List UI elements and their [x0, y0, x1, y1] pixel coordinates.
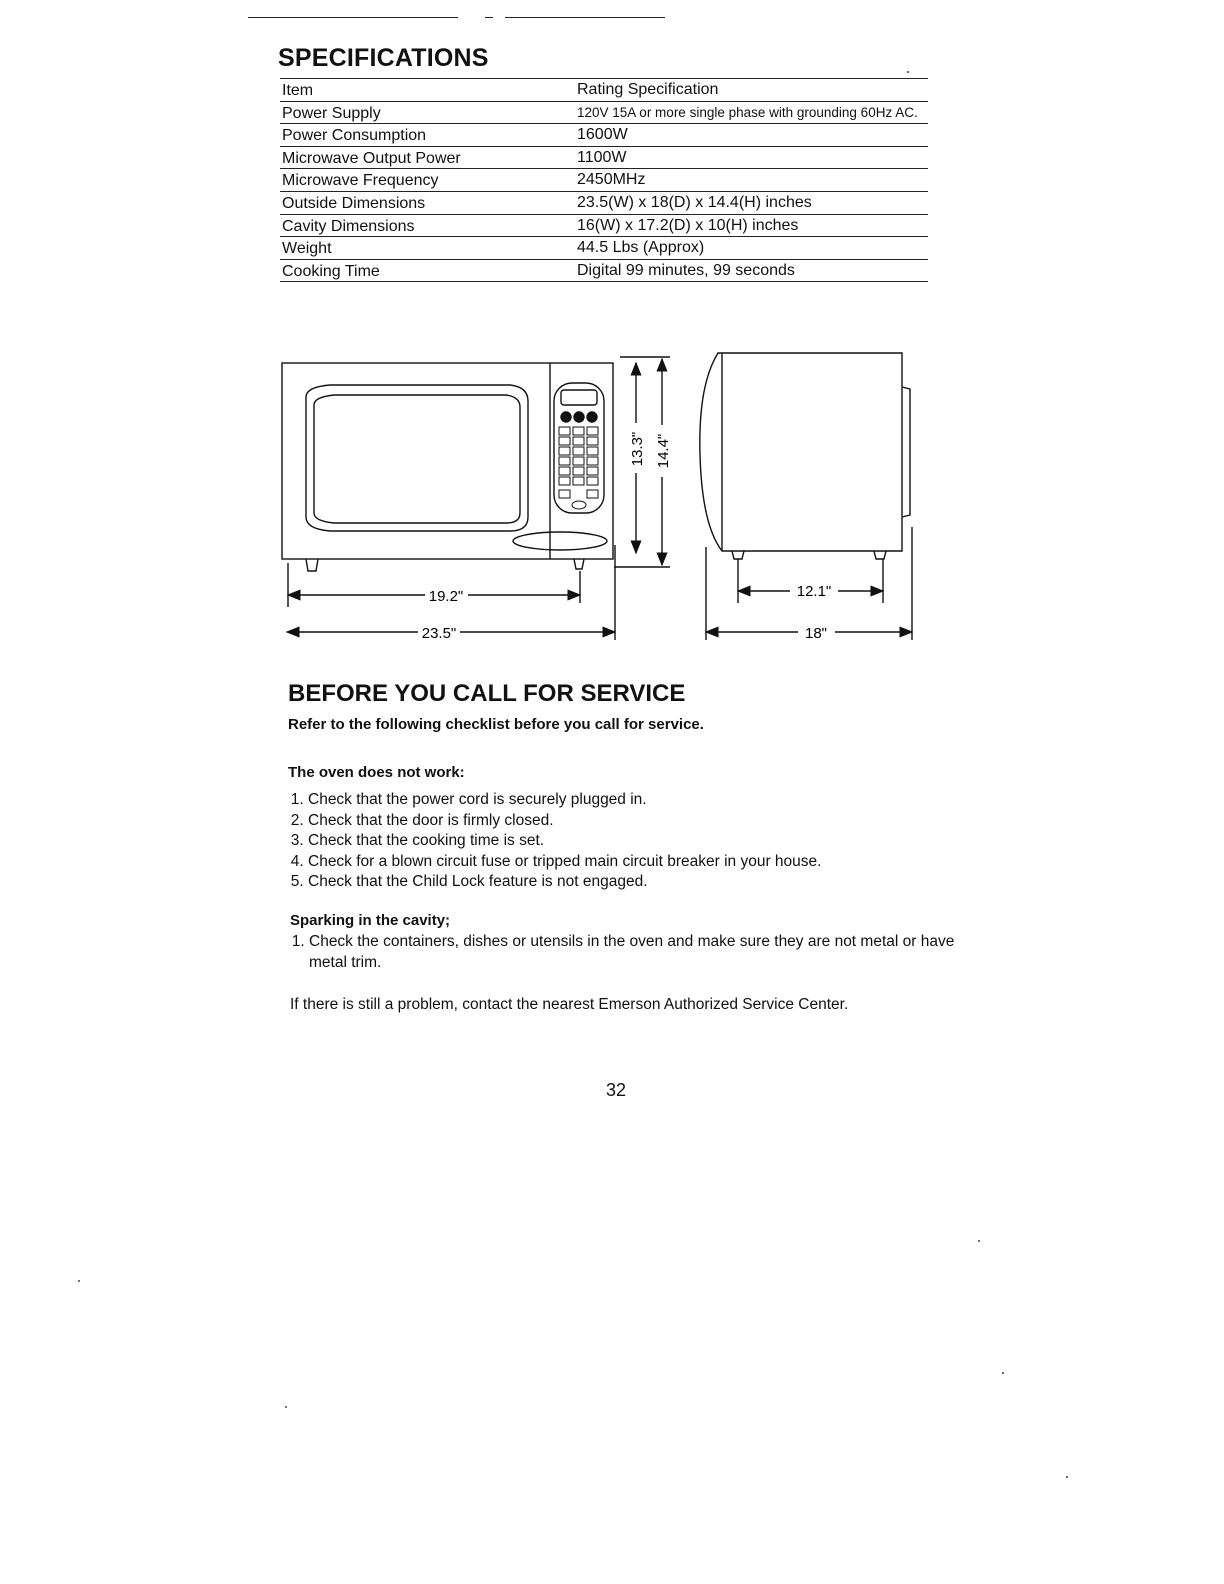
column-header-rating: Rating Specification — [577, 81, 719, 98]
spec-item: Power Consumption — [282, 127, 427, 145]
spec-value: 1100W — [577, 148, 627, 166]
spec-item: Weight — [282, 240, 332, 258]
column-header-item: Item — [282, 82, 314, 99]
sparking-list — [289, 932, 989, 973]
top-rule — [248, 17, 458, 18]
top-rule — [505, 17, 665, 18]
table-row — [280, 147, 928, 170]
total-height-label: 14.4" — [655, 433, 672, 469]
service-intro: Refer to the following checklist before you call for service. — [288, 716, 704, 733]
spec-item: Microwave Frequency — [282, 172, 439, 190]
list-item: 4. Check for a blown circuit fuse or tripped main circuit breaker in your house. — [308, 852, 948, 873]
front-view — [282, 363, 613, 571]
list-item: 2. Check that the door is firmly closed. — [308, 811, 948, 832]
table-row — [280, 237, 928, 260]
list-item: 1. Check the containers, dishes or utensils in the oven and make sure they are not metal or have metal trim. — [309, 932, 989, 973]
table-row — [280, 102, 928, 125]
sparking-heading: Sparking in the cavity; — [290, 912, 451, 929]
scan-speck — [285, 1406, 287, 1408]
front-inner-width-label: 19.2" — [428, 588, 464, 605]
table-row — [280, 169, 928, 192]
cavity-height-label: 13.3" — [629, 431, 646, 467]
side-inner-depth-label: 12.1" — [796, 583, 832, 600]
list-item: 1. Check that the power cord is securely plugged in. — [308, 790, 948, 811]
list-item: 3. Check that the cooking time is set. — [308, 831, 948, 852]
spec-item: Cavity Dimensions — [282, 217, 415, 235]
table-header-row — [280, 78, 928, 102]
side-total-depth-label: 18" — [804, 625, 828, 642]
oven-not-work-list — [288, 790, 948, 893]
spec-value: 2450MHz — [577, 171, 646, 189]
spec-value: 16(W) x 17.2(D) x 10(H) inches — [577, 216, 799, 234]
spec-value: 120V 15A or more single phase with grounding 60Hz AC. — [577, 104, 918, 120]
spec-value: 1600W — [577, 126, 628, 144]
list-item: 5. Check that the Child Lock feature is not engaged. — [308, 872, 948, 893]
scan-speck — [978, 1240, 980, 1242]
scan-speck — [78, 1280, 80, 1282]
microwave-dimension-diagram — [270, 345, 930, 650]
specifications-title: SPECIFICATIONS — [278, 44, 489, 72]
service-title: BEFORE YOU CALL FOR SERVICE — [288, 680, 686, 707]
specifications-table — [280, 78, 928, 282]
top-rule — [485, 17, 493, 18]
scan-speck — [907, 71, 909, 73]
table-row — [280, 215, 928, 238]
spec-item: Outside Dimensions — [282, 194, 426, 212]
scan-speck — [1002, 1372, 1004, 1374]
spec-value: 23.5(W) x 18(D) x 14.4(H) inches — [577, 193, 812, 211]
front-total-width-label: 23.5" — [421, 625, 457, 642]
table-row — [280, 192, 928, 215]
spec-item: Cooking Time — [282, 262, 380, 280]
closing-note: If there is still a problem, contact the nearest Emerson Authorized Service Center. — [290, 996, 849, 1013]
spec-item: Microwave Output Power — [282, 149, 461, 167]
spec-value: Digital 99 minutes, 99 seconds — [577, 261, 795, 279]
spec-value: 44.5 Lbs (Approx) — [577, 239, 705, 257]
table-row — [280, 124, 928, 147]
oven-not-work-heading: The oven does not work: — [288, 764, 465, 781]
scan-speck — [1066, 1476, 1068, 1478]
page-number: 32 — [606, 1080, 627, 1100]
side-view — [700, 353, 910, 559]
table-row — [280, 260, 928, 283]
spec-item: Power Supply — [282, 104, 381, 122]
